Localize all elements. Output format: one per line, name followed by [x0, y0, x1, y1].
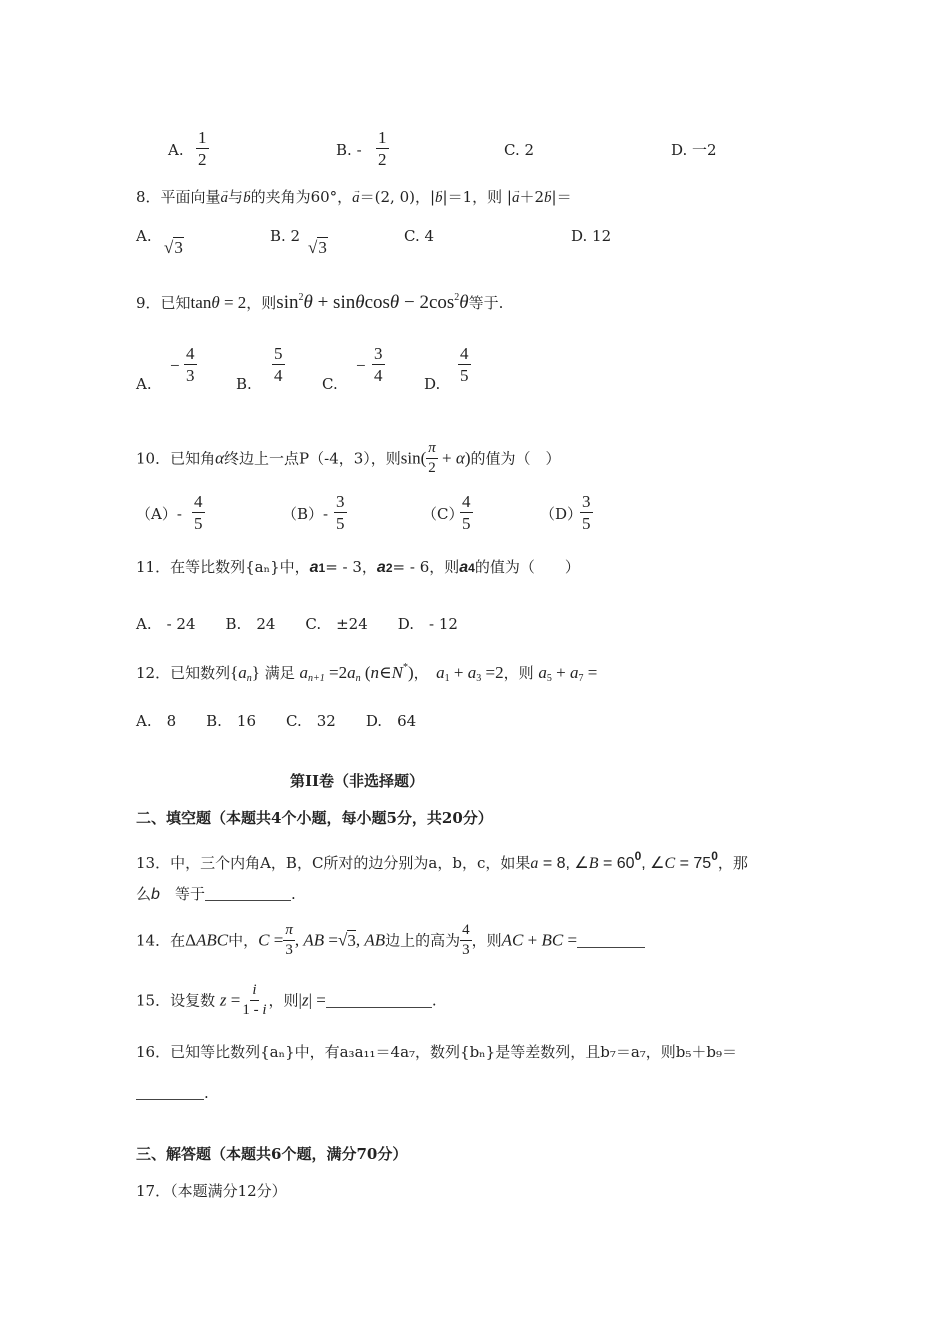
q12-stem: 12．已知数列$\{a_n\}$ 满足 $a_{n+1} =2a_n$ (n∈N*)， $a_1 + a_3 =2$，则 $a_5 + a_7$ = [136, 662, 598, 684]
q12-options: A. 8 B. 16 C. 32 D. 64 [136, 712, 417, 730]
q7-option-c: C. 2 [504, 141, 535, 159]
q13-line1: 13．中，三个内角A，B，C所对的边分别为a，b，c，如果a = 8, ∠B = $60^0$, ∠C = $75^0$，那 [136, 849, 748, 872]
q17-title: 17．（本题满分12分） [136, 1182, 287, 1200]
q9-stem: 9．已知tanθ = 2，则$\sin^2\theta + \sin\theta\cos\theta - 2\cos^2\theta$等于. [136, 292, 504, 313]
part2-title: 第II卷（非选择题） [290, 772, 425, 790]
q15-answer-blank[interactable] [326, 993, 432, 1008]
q16-line1: 16．已知等比数列{aₙ}中，有a₃a₁₁＝4a₇，数列{bₙ}是等差数列，且b₇＝a₇，则b₅＋b₉＝ [136, 1043, 738, 1061]
q15-stem: 15．设复数 z = $\frac{i}{1 - i}$ ，则|z| = . [136, 982, 437, 1018]
q8-stem: 8．平面向量→ a与→ b的夹角为60°，→ a＝(2, 0)，|→ b|＝1，则 |→ a＋2→ b|＝ [136, 187, 572, 208]
q16-answer-blank[interactable] [136, 1085, 204, 1100]
q13-line2: 么b 等于 . [136, 885, 296, 903]
q7-option-d: D. 一2 [671, 141, 717, 159]
q10-stem: 10．已知角α终边上一点P（-4，3），则sin( $\frac{\pi}{2}$ + α)的值为（ ） [136, 440, 561, 476]
q7-option-a: A. [168, 141, 184, 159]
q8-a-sqrt: √3 [164, 238, 183, 257]
q14-stem: 14．在ΔABC中，C = $\frac{\pi}{3}$ , AB =√3, AB边上的高为 $\frac{4}{3}$ ，则AC + BC = [136, 922, 645, 959]
section-answer-questions: 三、解答题（本题共6个题，满分70分） [136, 1145, 408, 1163]
vector-a: → a [221, 190, 229, 206]
q10-options: （A）- $\frac{4}{5}$ （B）- $\frac{3}{5}$ （C） $\frac{4}{5}$ （D） $\frac{3}{5}$ [136, 492, 591, 533]
q9-options: A. − $\frac{4}{3}$ B. $\frac{5}{4}$ C. − $\frac{3}{4}$ D. $\frac{4}{5}$ [136, 344, 469, 393]
q7-options [168, 128, 768, 174]
q11-options: A. - 24 B. 24 C. ±24 D. - 12 [136, 615, 458, 633]
q8-b-sqrt: √3 [308, 238, 327, 257]
q14-answer-blank[interactable] [577, 933, 645, 948]
vector-b: → b [243, 190, 251, 206]
q7-option-b: B. - [336, 141, 362, 159]
q7-a-fraction: $\frac{1}{2}$ [198, 128, 207, 169]
q7-b-fraction: $\frac{1}{2}$ [378, 128, 387, 169]
q16-line2: . [136, 1083, 209, 1103]
q8-options: A. √3 B. 2 √3 C. 4 D. 12 [136, 227, 612, 257]
q11-stem: 11．在等比数列{aₙ}中，a1= - 3，a2= - 6，则a4的值为（ ） [136, 558, 580, 576]
section-fill-blank: 二、填空题（本题共4个小题，每小题5分，共20分） [136, 809, 493, 827]
q13-answer-blank[interactable] [205, 886, 291, 901]
